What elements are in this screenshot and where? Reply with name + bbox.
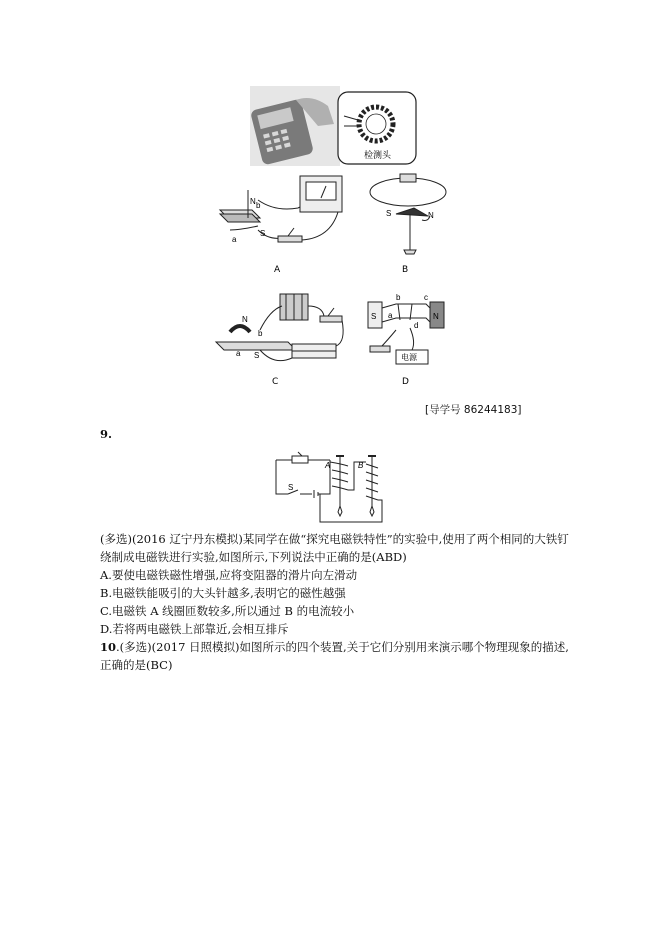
panel-b-label-s: S bbox=[386, 209, 392, 218]
panel-d-label-c: c bbox=[424, 293, 428, 302]
question-9-line-1: (多选)(2016 辽宁丹东模拟)某同学在做“探究电磁铁特性”的实验中,使用了两个相同的大铁钉 bbox=[100, 532, 569, 546]
question-9-option-c: C.电磁铁 A 线圈匝数较多,所以通过 B 的电流较小 bbox=[100, 604, 355, 618]
panel-b-diagram bbox=[370, 174, 446, 254]
question-9-option-a: A.要使电磁铁磁性增强,应将变阻器的滑片向左滑动 bbox=[100, 568, 358, 582]
panel-c-label-s: S bbox=[254, 351, 260, 360]
panel-c-label-a: a bbox=[236, 349, 241, 358]
diagram-label-b: B bbox=[358, 461, 364, 470]
panel-a-label-b: b bbox=[256, 201, 261, 210]
panel-a-diagram bbox=[220, 176, 342, 242]
panel-d-power-label: 电源 bbox=[401, 353, 417, 362]
physics-apparatus-figure bbox=[200, 80, 450, 400]
panel-d-label-n: N bbox=[433, 312, 439, 321]
diagram-label-s: S bbox=[288, 483, 294, 492]
panel-d-letter: D bbox=[402, 377, 409, 387]
question-10-text: .(多选)(2017 日照模拟)如图所示的四个装置,关于它们分别用来演示哪个物理现象的描述, bbox=[116, 640, 569, 654]
panel-d-label-s: S bbox=[371, 312, 377, 321]
panel-c-label-n: N bbox=[242, 315, 248, 324]
panel-a-label-s: S bbox=[260, 229, 266, 238]
panel-d-label-b: b bbox=[396, 293, 401, 302]
panel-c-letter: C bbox=[272, 377, 279, 387]
panel-a-label-n: N bbox=[250, 197, 256, 206]
question-10-line-2: 正确的是(BC) bbox=[100, 658, 173, 672]
question-9-option-b: B.电磁铁能吸引的大头针越多,表明它的磁性越强 bbox=[100, 586, 346, 600]
question-10-line-1 bbox=[100, 639, 569, 656]
question-9-line-2: 绕制成电磁铁进行实验,如图所示,下列说法中正确的是(ABD) bbox=[100, 550, 407, 564]
panel-d-label-a: a bbox=[388, 311, 393, 320]
probe-label: 检测头 bbox=[364, 151, 392, 161]
panel-a-letter: A bbox=[274, 265, 281, 275]
question-9-option-d: D.若将两电磁铁上部靠近,会相互排斥 bbox=[100, 622, 289, 636]
panel-a-label-a: a bbox=[232, 235, 237, 244]
panel-c-label-b: b bbox=[258, 329, 263, 338]
question-9-number-text: 9 bbox=[100, 427, 109, 441]
question-9-dot: . bbox=[108, 427, 113, 441]
electromagnet-circuit-diagram bbox=[270, 450, 390, 528]
panel-b-label-n: N bbox=[428, 211, 434, 220]
diagram-label-a: A bbox=[325, 461, 331, 470]
question-9-number bbox=[100, 426, 112, 443]
detector-photo bbox=[250, 86, 340, 166]
guide-number: [导学号 86244183] bbox=[425, 404, 522, 416]
panel-d-label-d: d bbox=[414, 321, 419, 330]
panel-b-letter: B bbox=[402, 265, 409, 275]
question-10-number: 10 bbox=[100, 640, 117, 654]
